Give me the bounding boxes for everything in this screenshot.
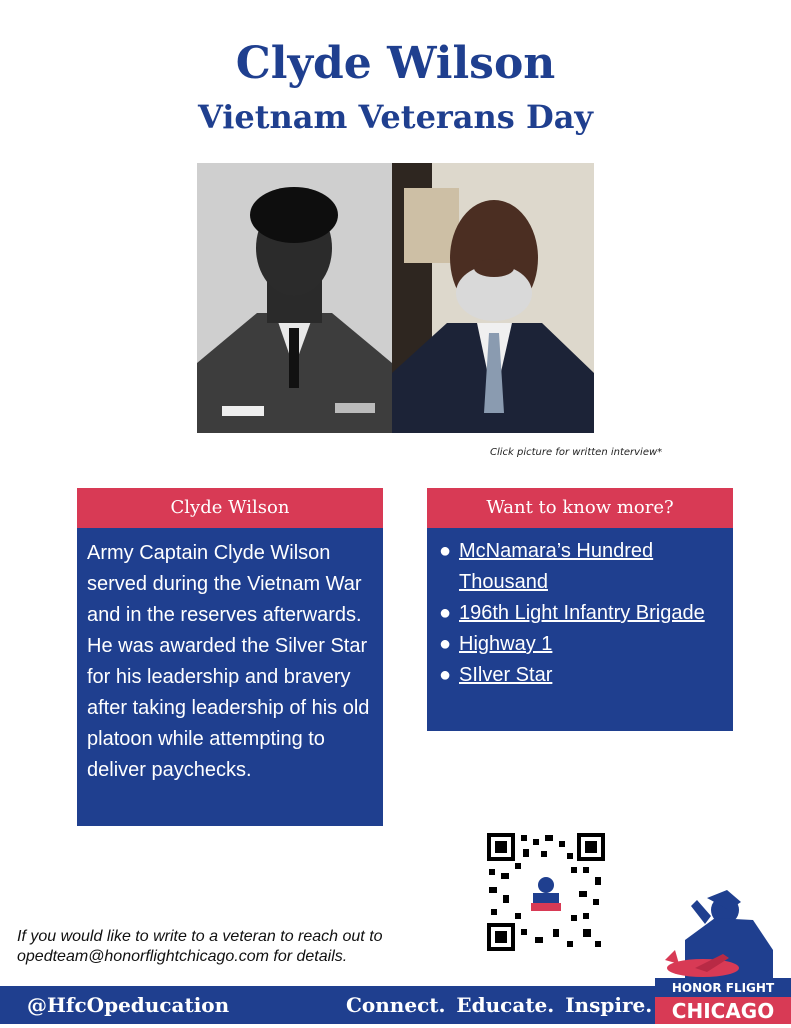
social-handle: @HfcOpeducation xyxy=(27,993,230,1017)
logo-text-line2: CHICAGO xyxy=(671,999,775,1023)
bullet-icon: ● xyxy=(439,602,452,624)
bio-text: Army Captain Clyde Wilson served during the Vietnam War and in the reserves afterwards. He was awarded the Silver Star for his leadership and bravery after taking leadership of his old platoon while attempting to deliver paychecks. xyxy=(87,542,370,781)
interview-photos-link[interactable] xyxy=(197,163,594,433)
link-mcnamara[interactable]: McNamara’s Hundred Thousand xyxy=(459,540,654,593)
bullet-icon: ● xyxy=(439,540,452,562)
list-item xyxy=(439,536,723,598)
list-item xyxy=(439,660,723,691)
photo-caption: Click picture for written interview* xyxy=(490,447,663,458)
contact-note-line2: opedteam@honorflightchicago.com for details. xyxy=(17,948,348,965)
military-portrait-photo xyxy=(197,163,392,433)
page-title: Clyde Wilson xyxy=(235,38,556,89)
honor-flight-chicago-logo xyxy=(645,880,791,1024)
contact-note-line1: If you would like to write to a veteran to reach out to xyxy=(17,928,383,945)
page-subtitle: Vietnam Veterans Day xyxy=(197,98,594,136)
bullet-icon: ● xyxy=(439,664,452,686)
list-item xyxy=(439,598,723,629)
tagline: Connect. Educate. Inspire. xyxy=(346,993,653,1017)
qr-code[interactable] xyxy=(487,833,605,951)
links-card-heading: Want to know more? xyxy=(427,488,733,528)
list-item xyxy=(439,629,723,660)
bio-card-heading: Clyde Wilson xyxy=(77,488,383,528)
link-196th-brigade[interactable]: 196th Light Infantry Brigade xyxy=(459,602,705,624)
current-portrait-photo xyxy=(392,163,594,433)
link-highway-1[interactable]: Highway 1 xyxy=(459,633,553,655)
logo-text-line1: HONOR FLIGHT xyxy=(671,981,775,995)
resource-links-list xyxy=(427,528,733,691)
links-card xyxy=(427,488,733,731)
link-silver-star[interactable]: SIlver Star xyxy=(459,664,553,686)
contact-note xyxy=(17,927,383,967)
bullet-icon: ● xyxy=(439,633,452,655)
bio-card xyxy=(77,488,383,826)
